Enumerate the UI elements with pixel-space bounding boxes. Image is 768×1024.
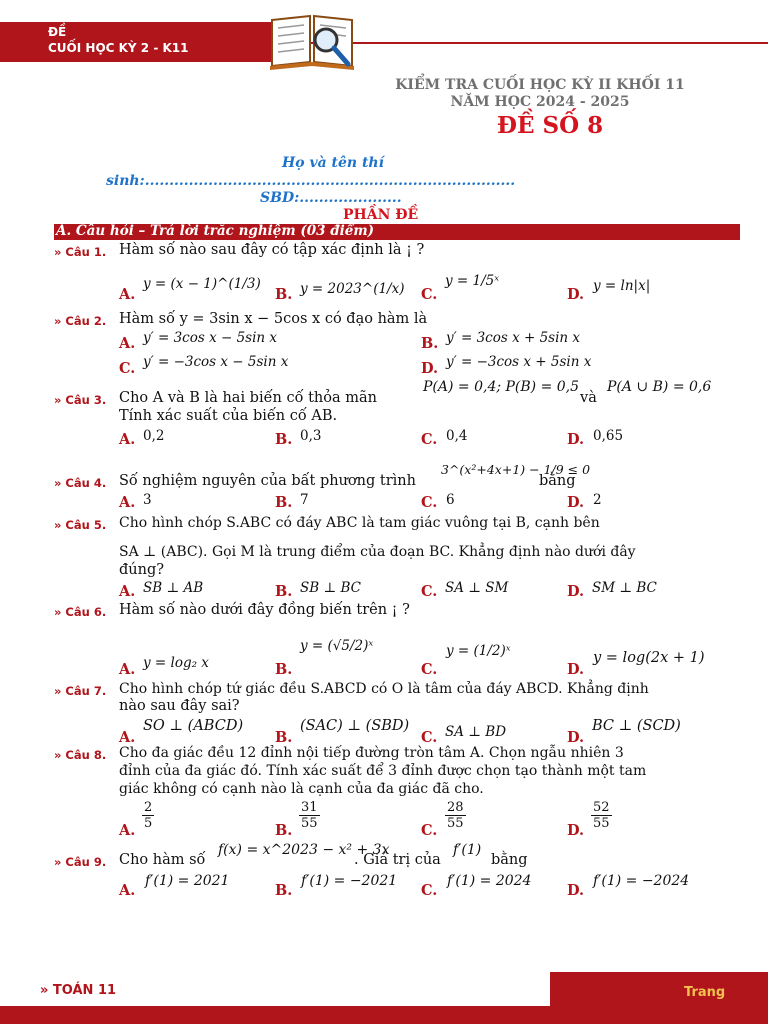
option-value: f′(1) = −2021 xyxy=(301,873,398,889)
question-stem-line-2: nào sau đây sai? xyxy=(119,698,240,714)
option-letter[interactable]: D. xyxy=(567,431,585,448)
option-letter[interactable]: A. xyxy=(119,431,136,448)
option-value: y = (x − 1)^(1/3) xyxy=(143,276,261,292)
question-connector: và xyxy=(580,390,597,406)
student-name-label: Họ và tên thí xyxy=(282,155,384,171)
option-value: y = (1/2)ˣ xyxy=(446,643,511,659)
option-value: 2 xyxy=(593,492,602,508)
fraction-denominator: 55 xyxy=(593,816,610,831)
option-value: 7 xyxy=(300,492,309,508)
option-value: y = 1/5ˣ xyxy=(445,273,500,289)
option-letter[interactable]: B. xyxy=(275,583,293,600)
question-stem: Hàm số nào sau đây có tập xác định là ¡ ? xyxy=(119,242,425,258)
question-stem: Cho hàm số xyxy=(119,852,206,868)
option-letter[interactable]: C. xyxy=(119,360,136,377)
option-letter[interactable]: D. xyxy=(567,822,585,839)
option-value: f′(1) = 2024 xyxy=(447,873,532,889)
option-value: 0,65 xyxy=(593,428,624,444)
question-derivative: f′(1) xyxy=(453,842,482,858)
fraction-numerator: 52 xyxy=(593,800,610,815)
fraction-numerator: 31 xyxy=(301,800,318,815)
option-value: f′(1) = 2021 xyxy=(145,873,230,889)
option-letter[interactable]: A. xyxy=(119,494,136,511)
option-value: (SAC) ⊥ (SBD) xyxy=(300,718,410,734)
question-function: f(x) = x^2023 − x² + 3x xyxy=(218,842,390,858)
option-letter[interactable]: B. xyxy=(421,335,439,352)
question-stem: Cho hình chóp S.ABC có đáy ABC là tam giác vuông tại B, cạnh bên xyxy=(119,515,600,531)
option-value: SB ⊥ AB xyxy=(143,580,204,596)
option-value: y = 2023^(1/x) xyxy=(300,281,405,297)
option-value: 3 xyxy=(143,492,152,508)
fraction-numerator: 2 xyxy=(144,800,153,815)
option-letter[interactable]: D. xyxy=(421,360,439,377)
option-value: SM ⊥ BC xyxy=(592,580,657,596)
option-letter[interactable]: D. xyxy=(567,882,585,899)
option-value: SA ⊥ BD xyxy=(445,724,507,740)
option-value: y = log(2x + 1) xyxy=(593,650,705,666)
option-fraction xyxy=(142,800,154,831)
option-value: y = log₂ x xyxy=(143,655,209,671)
option-letter[interactable]: A. xyxy=(119,335,136,352)
option-letter[interactable]: C. xyxy=(421,431,438,448)
option-value: y = ln|x| xyxy=(593,278,651,294)
option-value: SB ⊥ BC xyxy=(300,580,361,596)
option-value: 0,4 xyxy=(446,428,468,444)
section-a-bar xyxy=(54,224,740,240)
fraction-denominator: 55 xyxy=(301,816,318,831)
question-stem: Cho đa giác đều 12 đỉnh nội tiếp đường tròn tâm A. Chọn ngẫu nhiên 3 xyxy=(119,745,624,761)
option-value: y′ = 3cos x + 5sin x xyxy=(446,330,581,346)
option-letter[interactable]: A. xyxy=(119,286,136,303)
option-fraction xyxy=(591,800,612,831)
question-stem-mid: . Giá trị của xyxy=(354,852,441,868)
question-condition: P(A ∪ B) = 0,6 xyxy=(607,379,712,395)
question-stem: Số nghiệm nguyên của bất phương trình xyxy=(119,473,416,489)
question-stem-line-3: đúng? xyxy=(119,562,165,578)
question-stem-end: bằng xyxy=(539,473,576,489)
option-fraction xyxy=(445,800,466,831)
question-label: » Câu 6. xyxy=(54,605,107,619)
option-letter[interactable]: B. xyxy=(275,286,293,303)
option-letter[interactable]: B. xyxy=(275,661,293,678)
student-sbd-field[interactable]: SBD:..................... xyxy=(260,190,402,206)
question-stem: Hàm số nào dưới đây đồng biến trên ¡ ? xyxy=(119,602,410,618)
fraction-denominator: 5 xyxy=(144,816,153,831)
student-name-field[interactable]: sinh:............................................................................ xyxy=(106,173,516,189)
option-value: 6 xyxy=(446,492,455,508)
option-value: y = (√5/2)ˣ xyxy=(300,638,374,654)
option-letter[interactable]: A. xyxy=(119,822,136,839)
question-stem: Hàm số y = 3sin x − 5cos x có đạo hàm là xyxy=(119,311,428,327)
option-letter[interactable]: D. xyxy=(567,494,585,511)
question-label: » Câu 8. xyxy=(54,748,107,762)
option-letter[interactable]: C. xyxy=(421,286,438,303)
option-value: y′ = 3cos x − 5sin x xyxy=(143,330,278,346)
question-label: » Câu 5. xyxy=(54,518,107,532)
question-stem-line-2: Tính xác suất của biến cố AB. xyxy=(119,408,338,424)
banner-line-2: CUỐI HỌC KỲ 2 - K11 xyxy=(48,41,189,55)
footer-subject: » TOÁN 11 xyxy=(40,983,117,998)
question-condition: P(A) = 0,4; P(B) = 0,5 xyxy=(423,379,580,395)
question-stem: Cho hình chóp tứ giác đều S.ABCD có O là tâm của đáy ABCD. Khẳng định xyxy=(119,681,649,697)
section-heading: PHẦN ĐỀ xyxy=(343,207,419,223)
footer-page-label: Trang xyxy=(684,985,726,1000)
question-stem-line-3: giác không có cạnh nào là cạnh của đa giác đã cho. xyxy=(119,781,484,797)
option-value: BC ⊥ (SCD) xyxy=(592,718,681,734)
option-letter[interactable]: A. xyxy=(119,729,136,746)
question-inequality: 3^(x²+4x+1) − 1/9 ≤ 0 xyxy=(441,462,591,477)
option-value: y′ = −3cos x + 5sin x xyxy=(446,354,592,370)
option-fraction xyxy=(299,800,320,831)
banner-divider xyxy=(300,42,768,44)
option-letter[interactable]: C. xyxy=(421,661,438,678)
banner-line-1: ĐỀ xyxy=(48,25,67,39)
question-stem-line-2: đỉnh của đa giác đó. Tính xác suất để 3 đỉnh được chọn tạo thành một tam xyxy=(119,763,647,779)
open-book-magnifier-icon xyxy=(266,4,358,74)
question-label: » Câu 4. xyxy=(54,476,107,490)
option-letter[interactable]: A. xyxy=(119,661,136,678)
exam-title-line-1: KIỂM TRA CUỐI HỌC KỲ II KHỐI 11 xyxy=(395,77,685,93)
option-letter[interactable]: C. xyxy=(421,494,438,511)
question-label: » Câu 3. xyxy=(54,393,107,407)
option-value: SA ⊥ SM xyxy=(445,580,509,596)
option-letter[interactable]: D. xyxy=(567,583,585,600)
option-value: 0,3 xyxy=(300,428,322,444)
question-label: » Câu 9. xyxy=(54,855,107,869)
option-letter[interactable]: D. xyxy=(567,729,585,746)
fraction-numerator: 28 xyxy=(447,800,464,815)
fraction-denominator: 55 xyxy=(447,816,464,831)
option-letter[interactable]: A. xyxy=(119,583,136,600)
option-letter[interactable]: A. xyxy=(119,882,136,899)
option-letter[interactable]: D. xyxy=(567,661,585,678)
option-value: 0,2 xyxy=(143,428,165,444)
option-letter[interactable]: B. xyxy=(275,882,293,899)
question-stem-end: bằng xyxy=(491,852,528,868)
option-letter[interactable]: C. xyxy=(421,882,438,899)
exam-number: ĐỀ SỐ 8 xyxy=(496,112,604,139)
option-letter[interactable]: B. xyxy=(275,729,293,746)
section-a-title: A. Câu hỏi – Trả lời trắc nghiệm (03 điểm) xyxy=(56,223,375,239)
question-label: » Câu 1. xyxy=(54,245,107,259)
option-letter[interactable]: B. xyxy=(275,494,293,511)
option-letter[interactable]: B. xyxy=(275,822,293,839)
option-value: f′(1) = −2024 xyxy=(593,873,690,889)
option-letter[interactable]: D. xyxy=(567,286,585,303)
question-stem-line-2: SA ⊥ (ABC). Gọi M là trung điểm của đoạn BC. Khẳng định nào dưới đây xyxy=(119,544,636,560)
option-letter[interactable]: B. xyxy=(275,431,293,448)
option-value: y′ = −3cos x − 5sin x xyxy=(143,354,289,370)
option-value: SO ⊥ (ABCD) xyxy=(143,718,244,734)
top-banner xyxy=(0,22,300,62)
footer-page-tab xyxy=(550,972,768,1016)
option-letter[interactable]: C. xyxy=(421,729,438,746)
question-label: » Câu 2. xyxy=(54,314,107,328)
exam-title-line-2: NĂM HỌC 2024 - 2025 xyxy=(450,94,630,110)
question-stem: Cho A và B là hai biến cố thỏa mãn xyxy=(119,390,377,406)
option-letter[interactable]: C. xyxy=(421,583,438,600)
option-letter[interactable]: C. xyxy=(421,822,438,839)
question-label: » Câu 7. xyxy=(54,684,107,698)
